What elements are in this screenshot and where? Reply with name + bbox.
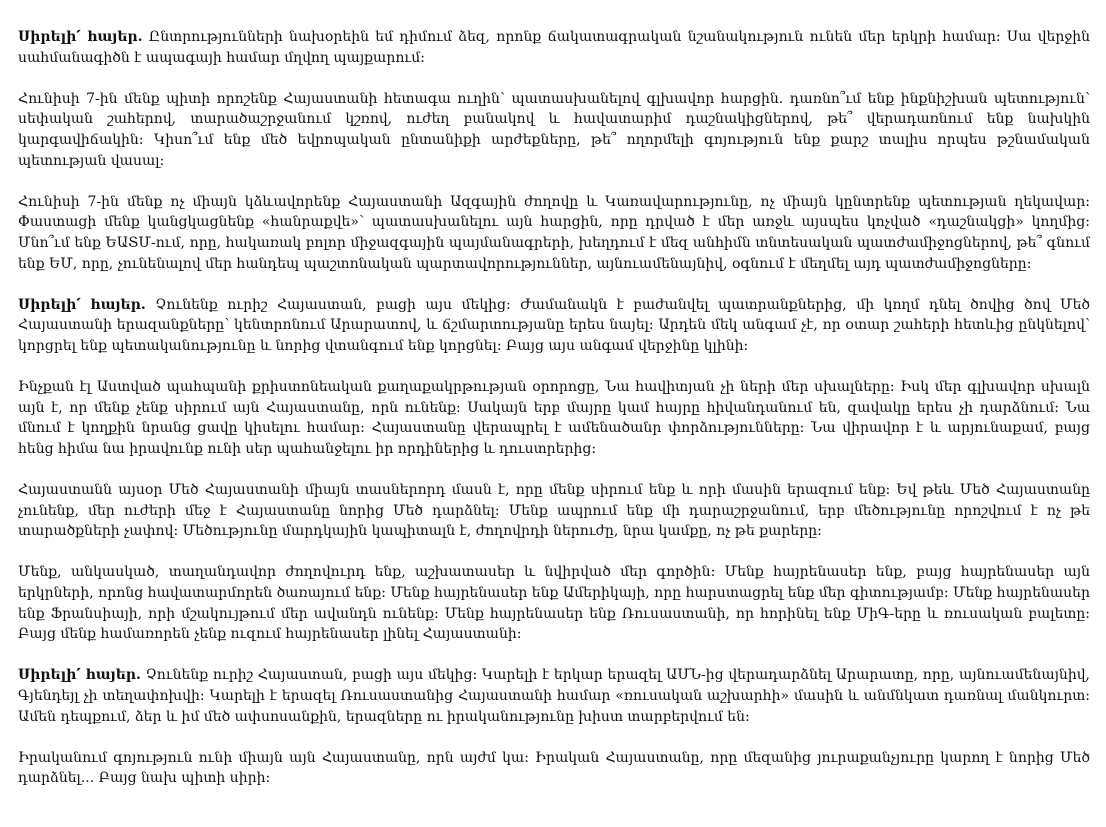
paragraph-text: Ինչքան էլ Աստված պահպանի քրիստոնեական քաղաքակրթության օրորոցը, Նա հավիտյան չի ների մեր սխալները: Իսկ մեր գլխավոր սխալն այն է, որ մենք չենք սիրում այն Հայաստանը, որն ունենք: Սակայն երբ մայրը կամ հայրը հիվանդանում են, զավակը երես չի դարձնում: Նա մնում է կողքին նրանց ցավը կիսելու համար: Հայաստանը վերապրել է ամենածանր փորձությունները: Նա վիրավոր է և արյունաքամ, բայց հենց հիմա նա իրավունք ունի սեր պահանջելու իր որդիներից և դուստրերից:	[18, 379, 1090, 457]
paragraph-text: Հունիսի 7-ին մենք պիտի որոշենք Հայաստանի հետագա ուղին՝ պատասխանելով գլխավոր հարցին. դառնո՞ւմ ենք ինքնիշխան պետություն՝ սեփական շահերով, տարածաշրջանում կշռով, ուժեղ բանակով և հավատարիմ դաշնակիցներով, թե՞ վերադառնում ենք նախկին կարգավիճակին: Կիսո՞ւմ ենք մեծ եվրոպական ընտանիքի արժեքները, թե՞ ողորմելի գոյություն ենք քարշ տալիս որպես թշնամական պետության վասալ:	[18, 90, 1090, 169]
paragraph-5	[18, 377, 1090, 459]
document-body	[18, 27, 1090, 810]
paragraph-9	[18, 748, 1090, 789]
paragraph-text: Չունենք ուրիշ Հայաստան, բացի այս մեկից: Կարելի է երկար երազել ԱՄՆ-ից վերադարձնել Արարատը, որը, այնուամենայնիվ, Գյենդեյլ չի տեղափոխվի: Կարելի է երազել Ռուսաստանից Հայաստանի համար «ռուսական աշխարհի» մասին և անմնկատ դառնալ մանկուրտ: Ամեն դեպքում, ձեր և իմ մեծ ափսոսանքին, երազները ու իրականությունը խիստ տարբերվում են:	[18, 667, 1090, 725]
paragraph-text: Հայաստանն այսօր Մեծ Հայաստանի միայն տասներորդ մասն է, որը մենք սիրում ենք և որի մասին երազում ենք: Եվ թեև Մեծ Հայաստանը չունենք, մեր ուժերի մեջ է Հայաստանը նորից Մեծ դարձնել: Մենք ապրում ենք մի դարաշրջանում, երբ մեծությունը որոշվում է ոչ թե տարածքների չափով: Մեծությունը մարդկային կապիտալն է, ժողովրդի ներուժը, նրա կամքը, ոչ թե քարերը:	[18, 482, 1090, 540]
paragraph-text: Հունիսի 7-ին մենք ոչ միայն կձևավորենք Հայաստանի Ազգային ժողովը և Կառավարությունը, ոչ միայն կընտրենք պետության ղեկավար: Փաստացի մենք կանցկացնենք «հանրաքվե»՝ պատասխանելու այն հարցին, որը դրված է մեր առջև այսպես կոչված «դաշնակցի» կողմից: Մնո՞ւմ ենք ԵԱՏՄ-ում, որը, հակառակ բոլոր միջազգային պայմանագրերի, խեղդում է մեզ անհիմն տնտեսական պատժամիջոցներով, թե՞ գնում ենք ԵՄ, որը, չունենալով մեր հանդեպ պաշտոնական պարտավորություններ, այնուամենայնիվ, օգնում է մեղմել այդ պատժամիջոցները:	[18, 193, 1090, 272]
paragraph-6	[18, 480, 1090, 542]
paragraph-text: Ընտրությունների նախօրեին եմ դիմում ձեզ, որոնք ճակատագրական նշանակություն ունեն մեր երկրի համար: Սա վերջին սահմանագիծն է ապագայի համար մղվող պայքարում:	[18, 29, 1090, 66]
paragraph-2	[18, 89, 1090, 171]
paragraph-lead: Սիրելի՛ հայեր.	[18, 667, 141, 684]
paragraph-lead: Սիրելի՛ հայեր.	[18, 296, 146, 313]
paragraph-1	[18, 27, 1090, 68]
paragraph-8	[18, 665, 1090, 727]
paragraph-3	[18, 192, 1090, 274]
paragraph-text: Մենք, անկասկած, տաղանդավոր ժողովուրդ ենք, աշխատասեր և նվիրված մեր գործին: Մենք հայրենասեր ենք, բայց հայրենասեր այն երկրների, որոնց հավատարմորեն ծառայում ենք: Մենք հայրենասեր ենք Ամերիկայի, որը հարստացրել ենք մեր գիտությամբ: Մենք հայրենասեր ենք Ֆրանսիայի, որի մշակույթում մեր ավանդն ունենք: Մենք հայրենասեր ենք Ռուսաստանի, որ հորինել ենք ՄիԳ-երը և ռուսական բալետը: Բայց մենք համառորեն չենք ուզում հայրենասեր լինել Հայաստանի:	[18, 564, 1090, 643]
paragraph-text: Չունենք ուրիշ Հայաստան, բացի այս մեկից: Ժամանակն է բաժանվել պատրանքներից, մի կողմ դնել ծովից ծով Մեծ Հայաստանի երազանքները՝ կենտրոնում Արարատով, և ճշմարտությանը երես նայել: Արդեն մեկ անգամ չէ, որ օտար շահերի հետևից ընկնելով՝ կորցրել ենք պետականությունը և նորից վտանգում ենք կորցնել: Բայց այս անգամ վերջինը կլինի:	[18, 296, 1091, 354]
paragraph-text: Իրականում գոյություն ունի միայն այն Հայաստանը, որն այժմ կա: Իրական Հայաստանը, որը մեզանից յուրաքանչյուրը կարող է նորից Մեծ դարձնել... Բայց նախ պիտի սիրի:	[18, 749, 1090, 787]
paragraph-7	[18, 562, 1090, 644]
paragraph-lead: Սիրելի՛ հայեր.	[18, 29, 143, 45]
paragraph-4	[18, 295, 1090, 357]
